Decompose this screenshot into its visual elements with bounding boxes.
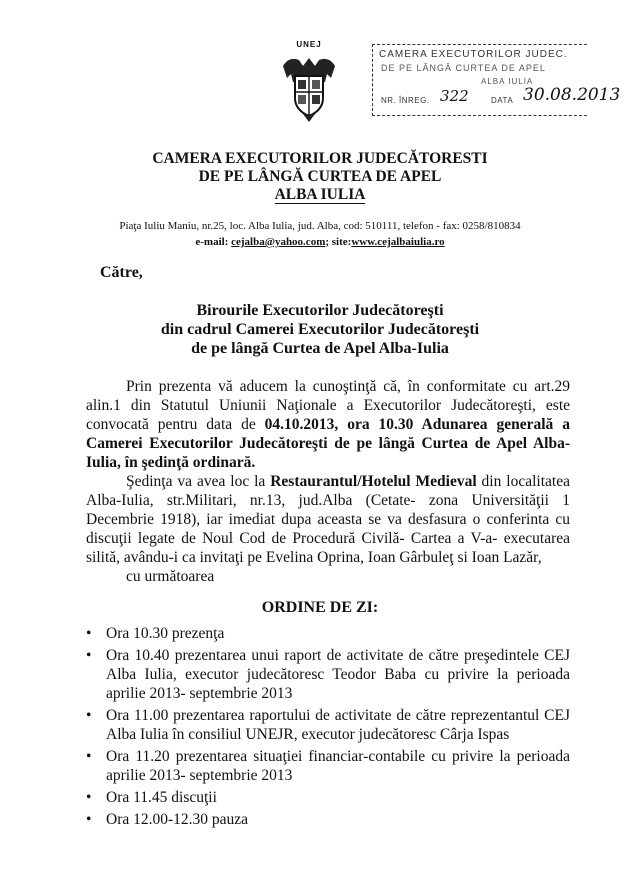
institution-name-line-3: ALBA IULIA (274, 186, 366, 203)
emblem-label: UNEJ (296, 40, 322, 49)
bullet-icon: • (86, 647, 92, 664)
contact-online (0, 236, 640, 248)
agenda-list (86, 624, 570, 832)
email-link[interactable]: cejalba@yahoo.com (231, 236, 326, 248)
paragraph-text: Şedinţa va avea loc la (126, 473, 271, 490)
agenda-item (86, 646, 570, 703)
agenda-item (86, 706, 570, 744)
institution-name-line-2: DE PE LÂNGĂ CURTEA DE APEL (198, 168, 442, 185)
bullet-icon: • (86, 811, 92, 828)
convocation-paragraph (86, 377, 570, 472)
agenda-item (86, 810, 570, 829)
recipient-line-3: de pe lângă Curtea de Apel Alba-Iulia (191, 340, 449, 357)
agenda-item (86, 624, 570, 643)
stamp-line-1: CAMERA EXECUTORILOR JUDEC. (379, 49, 568, 60)
agenda-item (86, 788, 570, 807)
meeting-date-emphasis: 04.10.2013, ora 10.30 Adunarea generală a Camerei Executorilor Judecătoreşti de pe lângă Curtea de Apel Alba-Iulia, în şedinţă ordinară. (86, 416, 571, 471)
stamp-reg-number: 322 (440, 87, 469, 105)
recipient-line-1: Birourile Executorilor Judecătoreşti (196, 302, 444, 319)
paragraph-text: Prin prezenta vă aducem la cunoştinţă că, în conformitate cu art.29 alin.1 din Statutul Uniunii Naţionale a Executorilor Judecătoreşti, este convocată pentru data de (86, 378, 570, 433)
venue-name: Restaurantul/Hotelul Medieval (270, 473, 477, 490)
stamp-date-value: 30.08.2013 (523, 85, 621, 105)
stamp-line-2: DE PE LÂNGĂ CURTEA DE APEL (381, 63, 546, 73)
contact-address: Piaţa Iuliu Maniu, nr.25, loc. Alba Iulia, jud. Alba, cod: 510111, telefon - fax: 0258/810834 (119, 220, 521, 232)
stamp-date-label: DATA (491, 96, 514, 105)
agenda-item-text: Ora 12.00-12.30 pauza (106, 811, 249, 828)
agenda-item-text: Ora 10.30 prezenţa (106, 625, 225, 642)
paragraph-closing: cu următoarea (126, 568, 215, 585)
bullet-icon: • (86, 789, 92, 806)
salutation: Către, (100, 264, 143, 281)
agenda-item-text: Ora 11.20 prezentarea situaţiei financiar-contabile cu privire la perioada aprilie 2013- septembrie 2013 (106, 748, 570, 784)
site-label: ; site: (325, 236, 352, 248)
stamp-line-3: ALBA IULIA (481, 77, 534, 86)
bullet-icon: • (86, 707, 92, 724)
recipient-line-2: din cadrul Camerei Executorilor Judecătoreşti (160, 321, 480, 338)
bullet-icon: • (86, 748, 92, 765)
coat-of-arms-emblem (281, 52, 337, 122)
institution-name-line-1: CAMERA EXECUTORILOR JUDECĂTORESTI (152, 150, 488, 167)
agenda-item (86, 747, 570, 785)
website-link[interactable]: www.cejalbaiulia.ro (351, 236, 445, 248)
agenda-item-text: Ora 11.45 discuţii (106, 789, 217, 806)
registration-stamp (372, 44, 621, 116)
paragraph-text: din localitatea Alba-Iulia, str.Militari, nr.13, jud.Alba (Cetate- zona Universităţii 1 Decembrie 1918), iar imediat dupa aceasta se va desfasura o conferinta cu discuţii legate de Noul Cod de Procedură Civilă- Cartea a V-a- executarea silită, avându-i ca invitaţi pe Evelina Oprina, Ioan Gârbuleţ si Ioan Lazăr, (86, 473, 570, 566)
agenda-item-text: Ora 10.40 prezentarea unui raport de activitate de către preşedintele CEJ Alba Iulia, executor judecătoresc Teodor Baba cu privire la perioada aprilie 2013- septembrie 2013 (106, 647, 570, 702)
agenda-item-text: Ora 11.00 prezentarea raportului de activitate de către reprezentantul CEJ Alba Iulia în consiliul UNEJR, executor judecătoresc Cârja Ispas (106, 707, 570, 743)
venue-paragraph (86, 472, 570, 586)
stamp-reg-label: NR. ÎNREG. (381, 96, 430, 105)
agenda-title: ORDINE DE ZI: (261, 599, 379, 616)
bullet-icon: • (86, 625, 92, 642)
email-label: e-mail: (195, 236, 229, 248)
